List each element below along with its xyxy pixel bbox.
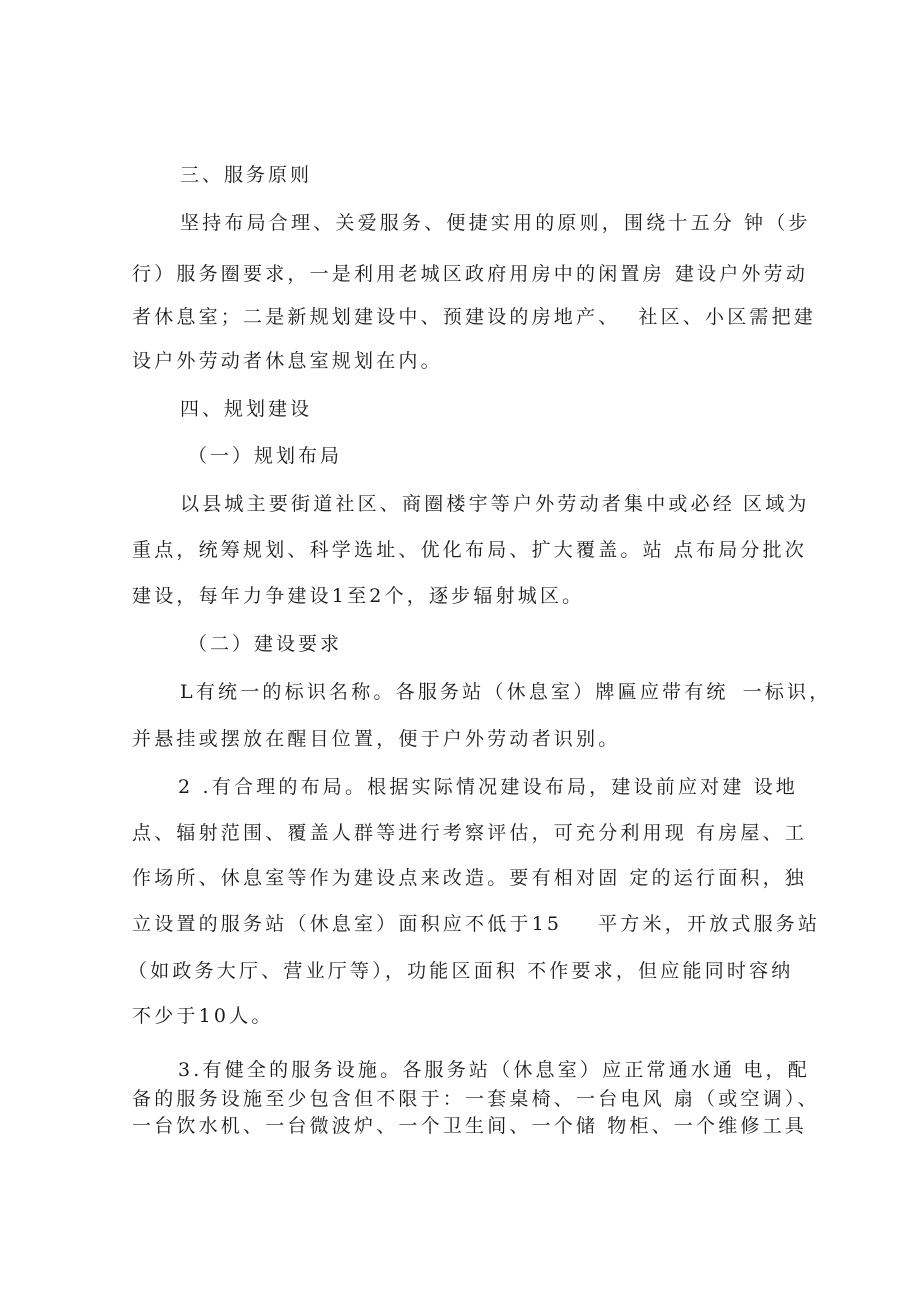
paragraph-line: 并悬挂或摆放在醒目位置，便于户外劳动者识别。: [132, 728, 621, 750]
paragraph-line: [178, 1058, 810, 1082]
text-span: 定的运行面积，独: [629, 867, 808, 889]
text-span: 区域为: [743, 493, 810, 515]
text-span: 钟（步: [744, 212, 811, 234]
text-span: 以县城主要街道社区、商圈楼宇等户外劳动者集中或必经: [180, 493, 736, 515]
text-span: 物柜、一个维修工具: [607, 1115, 808, 1137]
paragraph-line: [132, 821, 807, 845]
paragraph-line: [128, 959, 794, 983]
text-span: 有房屋、工: [696, 822, 808, 844]
text-span: 一台饮水机、一台微波炉、一个卫生间、一个储: [132, 1115, 599, 1137]
paragraph-line: [180, 680, 831, 704]
text-span: 坚持布局合理、关爱服务、便捷实用的原则，围绕十五分: [180, 212, 736, 234]
subsection-heading-layout: （一）规划布局: [188, 445, 343, 467]
paragraph-line: [178, 775, 798, 799]
text-span: 不作要求，但应能同时容纳: [527, 960, 794, 982]
text-span: 扇（或空调）、: [673, 1088, 820, 1110]
text-span: 电，配: [743, 1059, 810, 1081]
text-span: 备的服务设施至少包含但不限于：一套桌椅、一台电风: [132, 1088, 665, 1110]
text-span: 重点，统筹规划、科学选址、优化布局、扩大覆盖。站: [132, 539, 665, 561]
paragraph-line: [132, 1087, 820, 1111]
text-span: 点、辐射范围、覆盖人群等进行考察评估，可充分利用现: [132, 822, 688, 844]
text-span: 平方米，开放式服务站: [598, 913, 821, 935]
text-span: 3.有健全的服务设施。各服务站（休息室）应正常通水通: [178, 1059, 736, 1081]
text-span: 立设置的服务站（休息室）面积应不低于15: [132, 913, 563, 935]
paragraph-line: [132, 1114, 807, 1138]
paragraph-line: [180, 492, 810, 516]
paragraph-line: 设户外劳动者休息室规划在内。: [132, 350, 443, 372]
paragraph-line: [132, 538, 807, 562]
text-span: 一标识，: [742, 681, 832, 703]
text-span: L有统一的标识名称。各服务站（休息室）牌匾应带有统: [180, 681, 729, 703]
paragraph-line: 建设，每年力争建设1至2个，逐步辐射城区。: [132, 585, 585, 607]
paragraph-line: [132, 262, 808, 286]
text-span: 设地: [753, 776, 798, 798]
paragraph-line: [132, 912, 820, 936]
text-span: 社区、小区需把建: [638, 306, 817, 328]
section-heading-service-principles: 三、服务原则: [180, 164, 313, 186]
text-span: 2 .有合理的布局。根据实际情况建设布局，建设前应对建: [178, 776, 745, 798]
paragraph-line: [132, 866, 807, 890]
text-span: 建设户外劳动: [674, 263, 809, 285]
paragraph-line: [180, 211, 811, 235]
paragraph-line: 不少于10人。: [132, 1005, 274, 1027]
text-span: 行）服务圈要求，一是利用老城区政府用房中的闲置房: [132, 263, 665, 285]
text-span: （如政务大厅、营业厅等），功能区面积: [128, 960, 519, 982]
section-heading-planning-construction: 四、规划建设: [180, 398, 313, 420]
paragraph-line: [132, 305, 816, 329]
text-span: 点布局分批次: [673, 539, 808, 561]
text-span: 作场所、休息室等作为建设点来改造。要有相对固: [132, 867, 621, 889]
text-span: 者休息室；二是新规划建设中、预建设的房地产、: [132, 306, 621, 328]
subsection-heading-requirements: （二）建设要求: [188, 633, 343, 655]
